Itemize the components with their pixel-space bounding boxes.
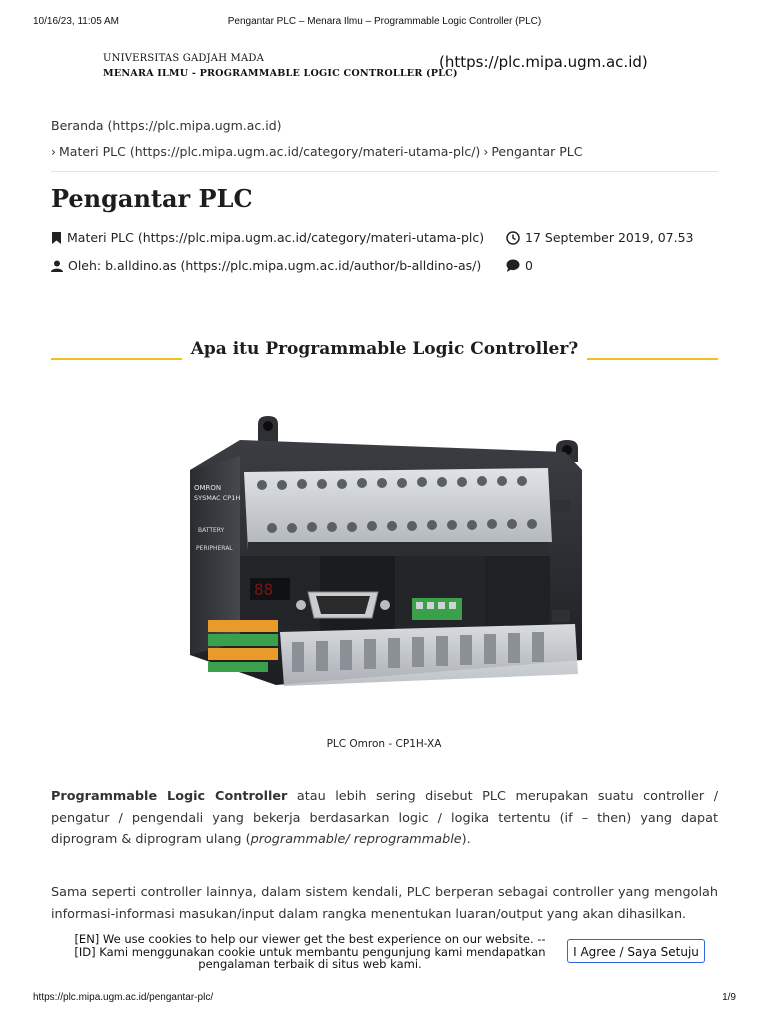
site-header — [103, 53, 743, 89]
breadcrumb-current: Pengantar PLC — [491, 143, 583, 159]
breadcrumb-chevron-icon: › — [483, 143, 489, 159]
plc-illustration — [180, 410, 590, 690]
side-terminals — [208, 620, 278, 672]
print-page-number: 1/9 — [722, 992, 736, 1003]
site-home-link[interactable]: (https://plc.mipa.ugm.ac.id) — [439, 53, 648, 71]
bookmark-icon — [51, 232, 62, 244]
section-title: Apa itu Programmable Logic Controller? — [190, 339, 579, 359]
post-meta-row — [51, 230, 731, 248]
paragraph-bold-term: Programmable Logic Controller — [51, 789, 288, 804]
plc-model-label: SYSMAC CP1H — [194, 494, 241, 502]
paragraph-italic-term: programmable/ reprogrammable — [250, 832, 462, 847]
print-date: 10/16/23, 11:05 AM — [33, 16, 119, 27]
post-category-link[interactable]: Materi PLC (https://plc.mipa.ugm.ac.id/category/materi-utama-plc) — [67, 230, 485, 245]
cookie-accept-button[interactable]: I Agree / Saya Setuju — [567, 939, 705, 963]
cookie-message-id: [ID] Kami menggunakan cookie untuk membantu pengunjung kami mendapatkan pengalaman terbaik di situs web kami. — [74, 944, 546, 971]
plc-peripheral-label: PERIPHERAL — [196, 545, 233, 552]
green-terminal-block — [412, 598, 462, 620]
paragraph-text: atau lebih sering disebut PLC merupakan suatu controller / pengatur / pengendali yang bekerja berdasarkan logic / logika tertentu (if – then) yang dapat diprogram & diprogram ulang ( — [51, 789, 719, 847]
paragraph — [51, 786, 718, 851]
breadcrumb-home-link[interactable]: Beranda (https://plc.mipa.ugm.ac.id) — [51, 118, 282, 133]
post-author-link[interactable]: Oleh: b.alldino.as (https://plc.mipa.ugm.ac.id/author/b-alldino-as/) — [68, 258, 482, 273]
print-footer — [33, 992, 736, 1006]
print-page-title: Pengantar PLC – Menara Ilmu – Programmable Logic Controller (PLC) — [227, 16, 542, 27]
print-url: https://plc.mipa.ugm.ac.id/pengantar-plc/ — [33, 992, 214, 1003]
site-logo-subtitle[interactable]: MENARA ILMU - PROGRAMMABLE LOGIC CONTROLLER (PLC) — [103, 68, 458, 79]
print-header — [33, 16, 736, 30]
user-icon — [51, 260, 63, 272]
cookie-message — [60, 933, 560, 971]
comment-count[interactable]: 0 — [525, 258, 533, 273]
plc-battery-label: BATTERY — [198, 527, 225, 534]
breadcrumb-chevron-icon: › — [51, 143, 56, 159]
clock-icon — [506, 231, 520, 245]
post-date: 17 September 2019, 07.53 — [525, 230, 694, 245]
paragraph-text-end: ). — [461, 832, 471, 847]
comment-icon — [506, 259, 520, 272]
heading-rule-right — [587, 358, 718, 360]
plc-image — [180, 410, 590, 690]
cookie-message-en: [EN] We use cookies to help our viewer get the best experience on our website. -- — [74, 932, 546, 946]
post-meta-row — [51, 258, 731, 276]
breadcrumb — [51, 118, 721, 162]
plc-brand-label: OMRON — [194, 484, 222, 492]
figure-caption: PLC Omron - CP1H-XA — [326, 738, 442, 750]
page-title: Pengantar PLC — [51, 184, 253, 213]
section-heading — [51, 338, 718, 366]
site-logo-university[interactable]: UNIVERSITAS GADJAH MADA — [103, 53, 265, 64]
divider — [51, 171, 718, 172]
breadcrumb-category-link[interactable]: Materi PLC (https://plc.mipa.ugm.ac.id/category/materi-utama-plc/) — [59, 143, 481, 159]
cookie-banner — [0, 930, 768, 978]
paragraph: Sama seperti controller lainnya, dalam sistem kendali, PLC berperan sebagai controller yang mengolah informasi-informasi masukan/input dalam rangka menentukan luaran/output yang akan dihasilkan. — [51, 885, 718, 922]
svg-text:88: 88 — [254, 580, 274, 599]
